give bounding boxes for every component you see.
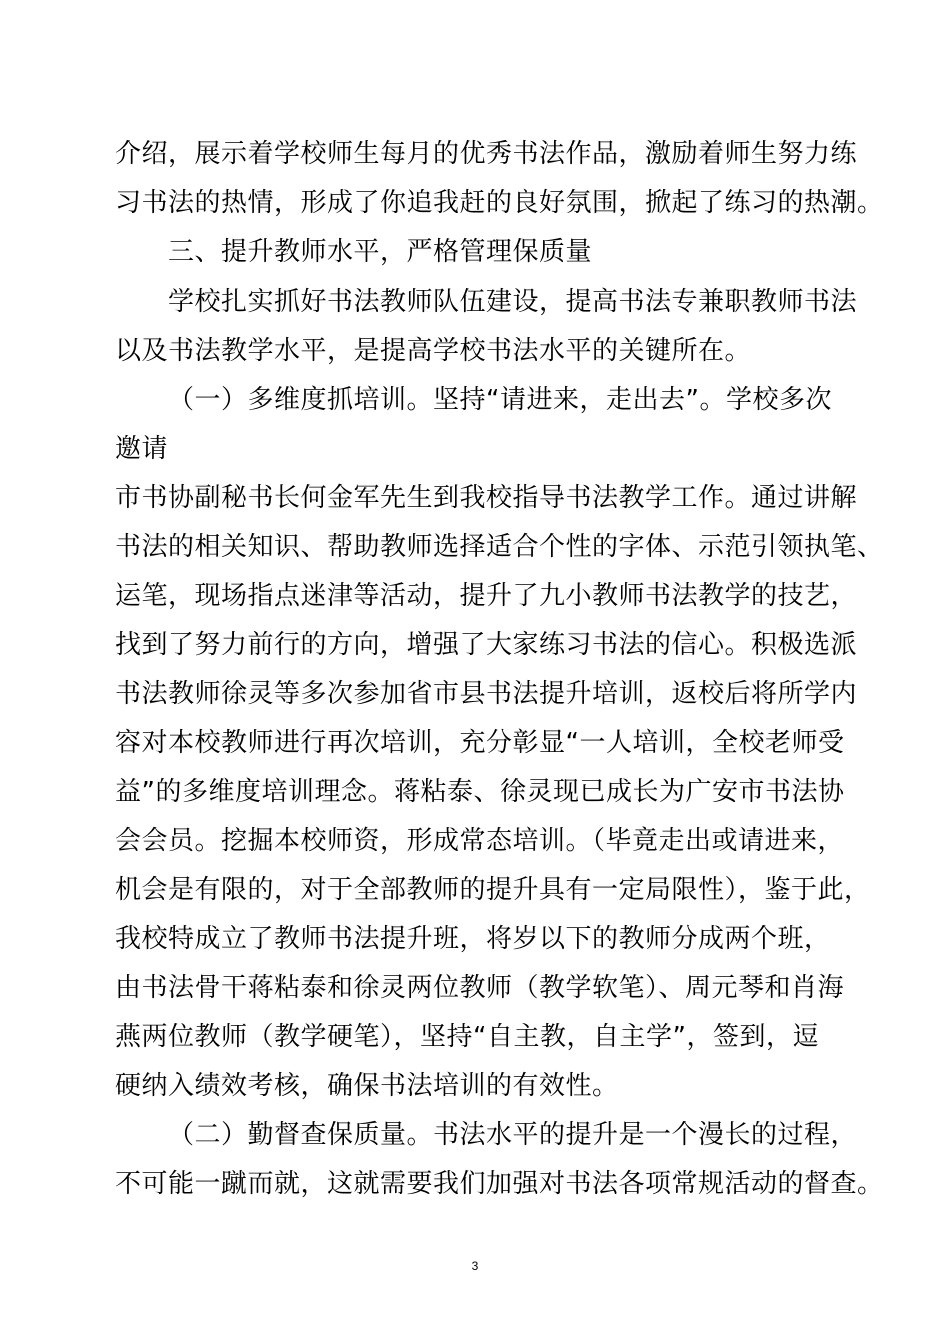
body-text-line: 书法教师徐灵等多次参加省市县书法提升培训，返校后将所学内 — [115, 679, 858, 709]
body-text-line: 以及书法教学水平，是提高学校书法水平的关键所在。 — [115, 336, 752, 366]
body-text-line: 书法的相关知识、帮助教师选择适合个性的字体、示范引领执笔、 — [115, 532, 884, 562]
body-text-line: 益”的多维度培训理念。蒋粘泰、徐灵现已成长为广安市书法协 — [115, 777, 845, 807]
body-text-line: 会会员。挖掘本校师资，形成常态培训。（毕竟走出或请进来， — [115, 826, 845, 856]
body-text-line: 硬纳入绩效考核，确保书法培训的有效性。 — [115, 1071, 619, 1101]
body-text-line: 学校扎实抓好书法教师队伍建设，提高书法专兼职教师书法 — [168, 287, 858, 317]
body-text-line: 找到了努力前行的方向，增强了大家练习书法的信心。积极选派 — [115, 630, 858, 660]
subsection-heading: （一）多维度抓培训。坚持“请进来，走出去”。学校多次 — [168, 385, 832, 415]
body-text-line: 燕两位教师（教学硬笔），坚持“自主教，自主学”，签到，逗 — [115, 1022, 819, 1052]
subsection-heading: （二）勤督查保质量。书法水平的提升是一个漫长的过程， — [168, 1120, 858, 1150]
section-heading: 三、提升教师水平，严格管理保质量 — [168, 237, 593, 267]
body-text-line: 运笔，现场指点迷津等活动，提升了九小教师书法教学的技艺， — [115, 581, 858, 611]
body-text-line: 不可能一蹴而就，这就需要我们加强对书法各项常规活动的督查。 — [115, 1169, 884, 1199]
body-text-line: 邀请 — [115, 434, 169, 464]
body-text-line: 我校特成立了教师书法提升班，将岁以下的教师分成两个班， — [115, 924, 831, 954]
body-text-line: 介绍，展示着学校师生每月的优秀书法作品，激励着师生努力练 — [115, 139, 858, 169]
body-text-line: 由书法骨干蒋粘泰和徐灵两位教师（教学软笔）、周元琴和肖海 — [115, 973, 845, 1003]
body-text-line: 机会是有限的，对于全部教师的提升具有一定局限性），鉴于此， — [115, 875, 871, 905]
body-text-line: 容对本校教师进行再次培训，充分彰显“一人培训，全校老师受 — [115, 728, 845, 758]
body-text-line: 习书法的热情，形成了你追我赶的良好氛围，掀起了练习的热潮。 — [115, 188, 884, 218]
body-text-line: 市书协副秘书长何金军先生到我校指导书法教学工作。通过讲解 — [115, 483, 858, 513]
page-number: 3 — [471, 1259, 479, 1273]
